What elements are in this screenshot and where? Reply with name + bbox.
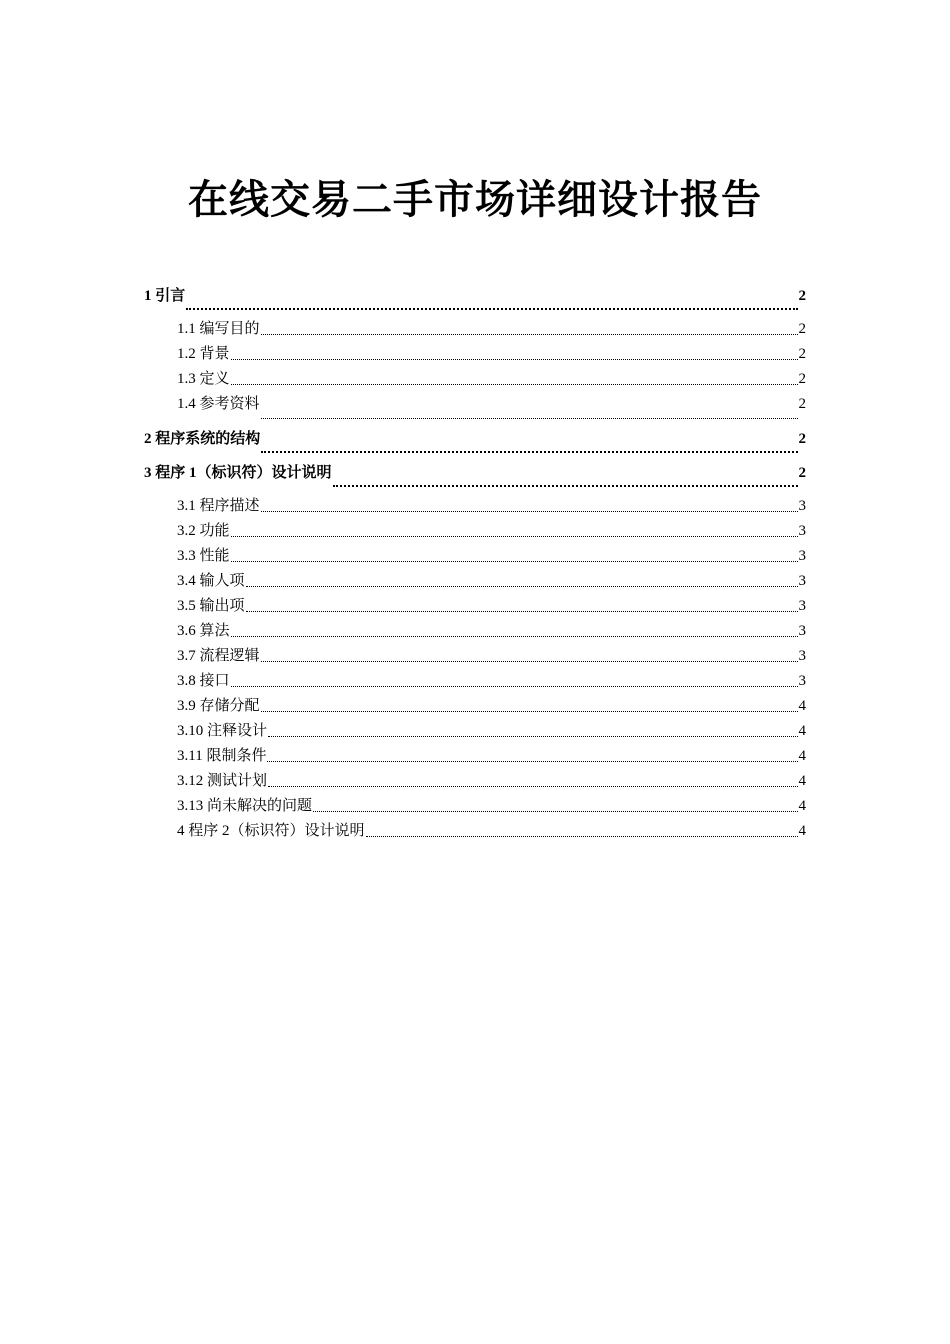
toc-page-number: 2: [798, 431, 806, 447]
toc-entry-4[interactable]: [144, 819, 806, 844]
toc-page-number: 3: [798, 648, 806, 664]
toc-entry-1-3[interactable]: [144, 367, 806, 392]
toc-page-number: 2: [798, 288, 806, 304]
toc-dot-leader: [268, 736, 797, 737]
toc-page-number: 3: [798, 623, 806, 639]
toc-entry-label: 3.3 性能: [177, 548, 230, 564]
toc-page-number: 3: [798, 573, 806, 589]
toc-entry-3[interactable]: [144, 460, 806, 494]
table-of-contents: [144, 283, 806, 844]
toc-entry-label: 3 程序 1（标识符）设计说明: [144, 465, 332, 481]
toc-dot-leader: [186, 308, 797, 310]
toc-entry-label: 2 程序系统的结构: [144, 431, 261, 447]
toc-dot-leader: [268, 786, 797, 787]
toc-entry-label: 3.9 存储分配: [177, 698, 260, 714]
toc-page-number: 2: [798, 465, 806, 481]
toc-page-number: 4: [798, 698, 806, 714]
toc-dot-leader: [246, 586, 798, 587]
toc-entry-label: 3.4 输人项: [177, 573, 245, 589]
toc-page-number: 4: [798, 723, 806, 739]
toc-page-number: 3: [798, 548, 806, 564]
toc-entry-label: 4 程序 2（标识符）设计说明: [177, 823, 365, 839]
toc-entry-3-9[interactable]: [144, 694, 806, 719]
toc-entry-1-1[interactable]: [144, 317, 806, 342]
toc-page-number: 3: [798, 498, 806, 514]
toc-entry-3-8[interactable]: [144, 669, 806, 694]
toc-entry-3-7[interactable]: [144, 644, 806, 669]
toc-page-number: 2: [798, 371, 806, 387]
toc-page-number: 3: [798, 523, 806, 539]
toc-entry-3-5[interactable]: [144, 594, 806, 619]
toc-entry-label: 1 引言: [144, 288, 186, 304]
toc-dot-leader: [261, 711, 798, 712]
toc-entry-1-2[interactable]: [144, 342, 806, 367]
toc-dot-leader: [231, 359, 798, 360]
toc-dot-leader: [261, 334, 798, 335]
toc-entry-3-4[interactable]: [144, 569, 806, 594]
toc-entry-3-10[interactable]: [144, 719, 806, 744]
toc-dot-leader: [261, 511, 798, 512]
toc-entry-label: 3.13 尚未解决的问题: [177, 798, 313, 814]
toc-page-number: 2: [798, 346, 806, 362]
toc-entry-label: 1.3 定义: [177, 371, 230, 387]
toc-page-number: 4: [798, 823, 806, 839]
toc-entry-3-6[interactable]: [144, 619, 806, 644]
toc-entry-3-11[interactable]: [144, 744, 806, 769]
toc-dot-leader: [313, 811, 797, 812]
toc-entry-label: 3.8 接口: [177, 673, 230, 689]
toc-entry-label: 3.1 程序描述: [177, 498, 260, 514]
toc-entry-1-4[interactable]: [144, 392, 806, 426]
toc-dot-leader: [267, 761, 797, 762]
toc-dot-leader: [231, 686, 798, 687]
toc-dot-leader: [261, 418, 798, 419]
toc-entry-label: 1.2 背景: [177, 346, 230, 362]
toc-entry-label: 3.11 限制条件: [177, 748, 267, 764]
toc-page-number: 3: [798, 598, 806, 614]
toc-entry-1[interactable]: [144, 283, 806, 317]
toc-entry-label: 3.7 流程逻辑: [177, 648, 260, 664]
toc-dot-leader: [261, 661, 798, 662]
toc-dot-leader: [366, 836, 798, 837]
toc-dot-leader: [333, 485, 798, 487]
toc-page-number: 2: [798, 396, 806, 412]
toc-dot-leader: [231, 384, 798, 385]
toc-entry-3-2[interactable]: [144, 519, 806, 544]
toc-entry-2[interactable]: [144, 426, 806, 460]
toc-page-number: 4: [798, 748, 806, 764]
toc-dot-leader: [231, 636, 798, 637]
toc-page-number: 3: [798, 673, 806, 689]
toc-entry-label: 3.6 算法: [177, 623, 230, 639]
toc-entry-3-12[interactable]: [144, 769, 806, 794]
toc-dot-leader: [231, 561, 798, 562]
toc-entry-label: 3.2 功能: [177, 523, 230, 539]
toc-entry-3-1[interactable]: [144, 494, 806, 519]
document-title: 在线交易二手市场详细设计报告: [188, 177, 762, 222]
toc-entry-label: 1.1 编写目的: [177, 321, 260, 337]
toc-entry-label: 3.12 测试计划: [177, 773, 268, 789]
toc-entry-3-3[interactable]: [144, 544, 806, 569]
toc-entry-label: 3.5 输出项: [177, 598, 245, 614]
toc-page-number: 4: [798, 773, 806, 789]
toc-entry-label: 1.4 参考资料: [177, 396, 260, 412]
toc-dot-leader: [231, 536, 798, 537]
toc-entry-3-13[interactable]: [144, 794, 806, 819]
toc-page-number: 4: [798, 798, 806, 814]
toc-dot-leader: [261, 451, 797, 453]
toc-dot-leader: [246, 611, 798, 612]
toc-entry-label: 3.10 注释设计: [177, 723, 268, 739]
toc-page-number: 2: [798, 321, 806, 337]
